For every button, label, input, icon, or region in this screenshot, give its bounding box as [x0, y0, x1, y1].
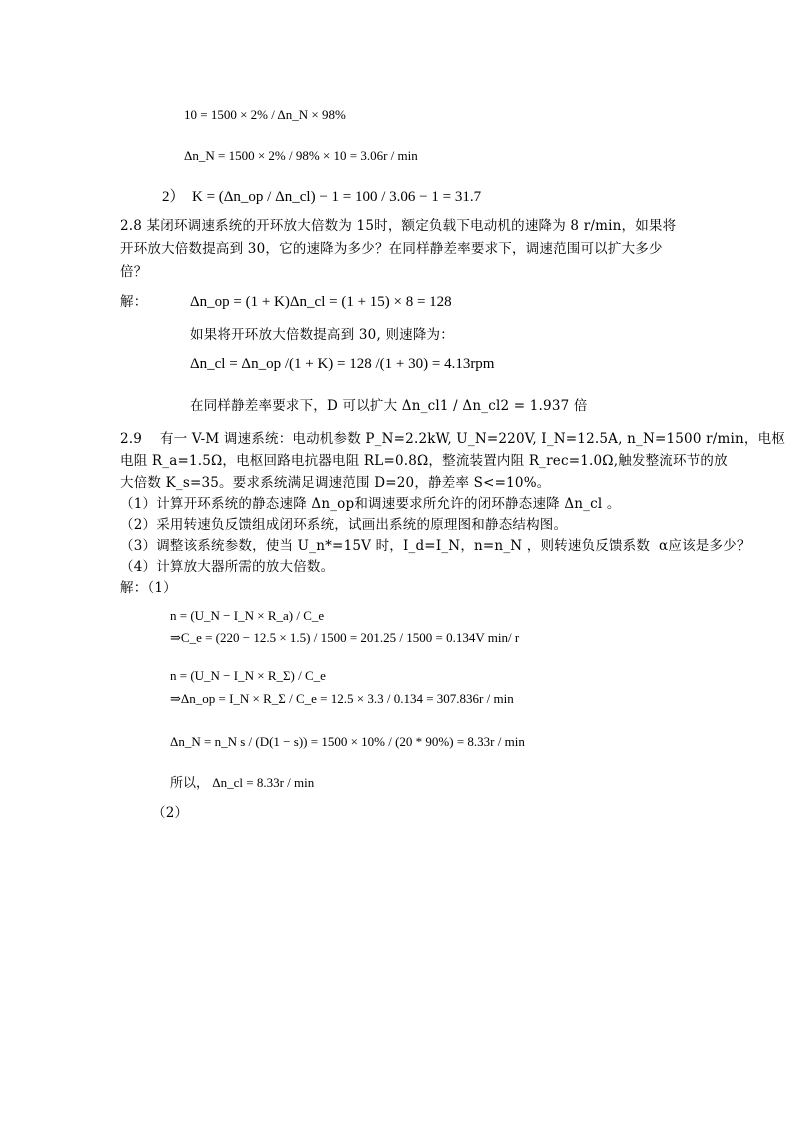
solution-2-9-part-2: （2）: [152, 805, 189, 821]
question-2-9-item-2: （2）采用转速负反馈组成闭环系统，试画出系统的原理图和静态结构图。: [120, 517, 568, 533]
equation-speed-drop-result: Δn_N = 1500 × 2% / 98% × 10 = 3.06r / min: [184, 148, 418, 163]
solution-2-8-text-2: 在同样静差率要求下，D 可以扩大 Δn_cl1 / Δn_cl2 = 1.937 倍: [190, 398, 588, 414]
solution-2-9-equation-6: 所以， Δn_cl = 8.33r / min: [170, 775, 315, 790]
question-2-8-line-2: 开环放大倍数提高到 30，它的速降为多少？在同样静差率要求下，调速范围可以扩大多少: [120, 241, 663, 257]
equation-speed-drop-relation: 10 = 1500 × 2% / Δn_N × 98%: [184, 107, 346, 122]
question-2-9-item-4: （4）计算放大器所需的放大倍数。: [120, 559, 335, 575]
solution-2-9-equation-1: n = (U_N − I_N × R_a) / C_e: [170, 608, 325, 623]
question-2-8-line-3: 倍？: [120, 264, 148, 280]
question-2-9-item-3: （3）调整该系统参数，使当 U_n*=15V 时，I_d=I_N，n=n_N ，则转速负反馈系数 α应该是多少？: [120, 538, 751, 554]
solution-2-9-label: 解：（1）: [120, 580, 177, 596]
solution-2-8-label: 解：: [120, 294, 148, 310]
solution-2-8-text-1: 如果将开环放大倍数提高到 30, 则速降为：: [190, 327, 454, 343]
solution-2-9-equation-2: ⇒C_e = (220 − 12.5 × 1.5) / 1500 = 201.25 / 1500 = 0.134V min/ r: [170, 630, 520, 645]
solution-2-8-equation-2: Δn_cl = Δn_op /(1 + K) = 128 /(1 + 30) = 4.13rpm: [190, 356, 495, 372]
question-2-9-line-1: 2.9 有一 V-M 调速系统：电动机参数 P_N=2.2kW, U_N=220V, I_N=12.5A, n_N=1500 r/min，电枢: [120, 431, 786, 447]
question-2-9-line-3: 大倍数 K_s=35。要求系统满足调速范围 D=20，静差率 S<=10%。: [120, 475, 551, 491]
question-2-9-line-2: 电阻 R_a=1.5Ω，电枢回路电抗器电阻 RL=0.8Ω，整流装置内阻 R_rec=1.0Ω,触发整流环节的放: [120, 453, 728, 469]
solution-2-9-equation-3: n = (U_N − I_N × R_Σ) / C_e: [170, 668, 326, 683]
question-2-8-line-1: 2.8 某闭环调速系统的开环放大倍数为 15时，额定负载下电动机的速降为 8 r/min，如果将: [120, 218, 677, 234]
solution-2-9-equation-5: Δn_N = n_N s / (D(1 − s)) = 1500 × 10% / (20 * 90%) = 8.33r / min: [170, 734, 525, 749]
equation-gain-k: 2） K = (Δn_op / Δn_cl) − 1 = 100 / 3.06 − 1 = 31.7: [162, 189, 482, 205]
solution-2-9-equation-4: ⇒Δn_op = I_N × R_Σ / C_e = 12.5 × 3.3 / 0.134 = 307.836r / min: [170, 691, 514, 706]
solution-2-8-equation-1: Δn_op = (1 + K)Δn_cl = (1 + 15) × 8 = 128: [190, 294, 452, 310]
question-2-9-item-1: （1）计算开环系统的静态速降 Δn_op和调速要求所允许的闭环静态速降 Δn_cl 。: [120, 496, 621, 512]
